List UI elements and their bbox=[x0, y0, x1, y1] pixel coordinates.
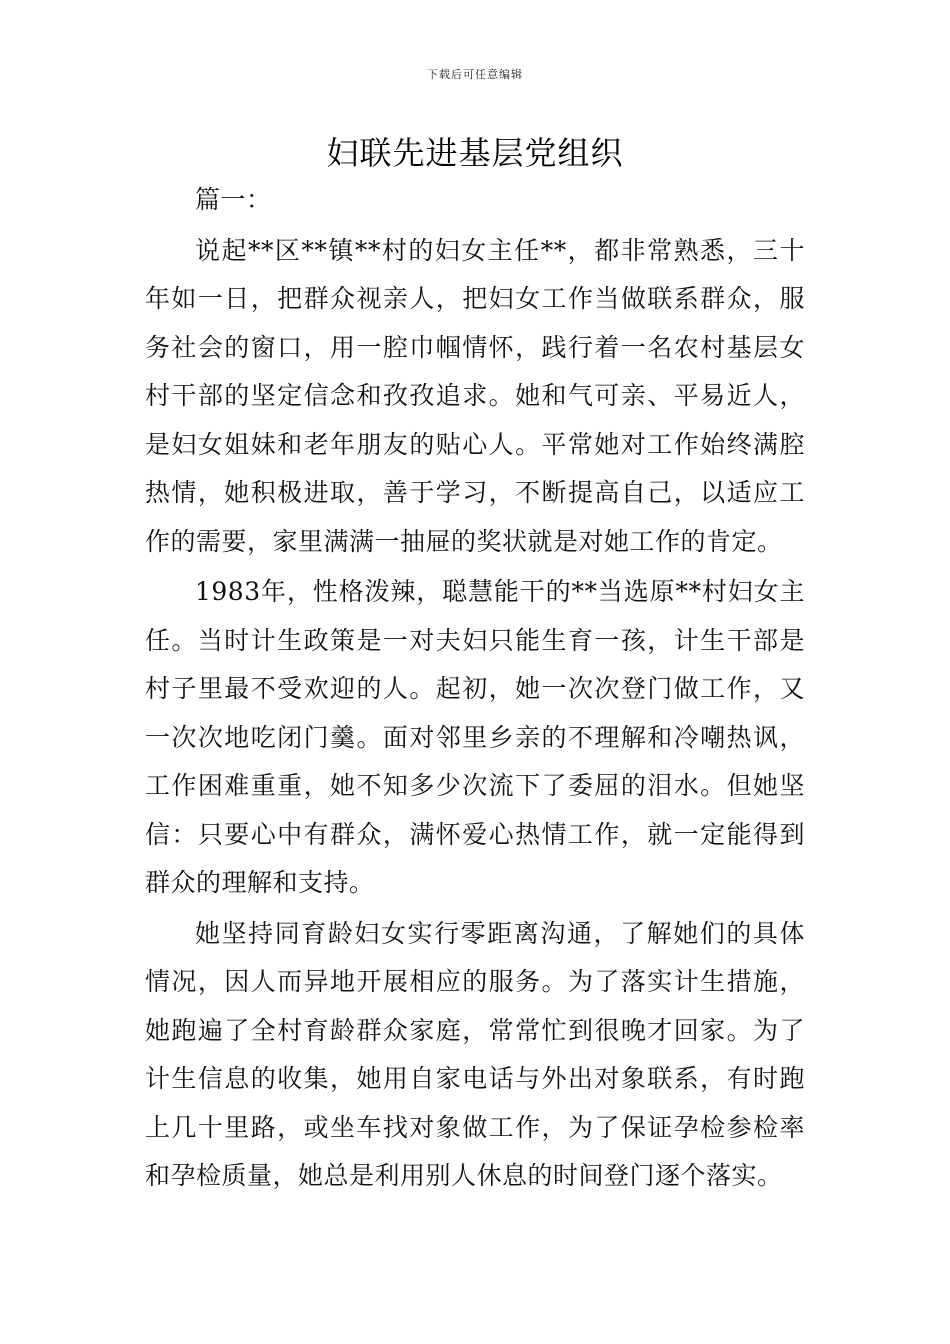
document-title: 妇联先进基层党组织 bbox=[326, 134, 624, 172]
paragraph-2: 1983年，性格泼辣，聪慧能干的**当选原**村妇女主任。当时计生政策是一对夫妇只能生育一孩，计生干部是村子里最不受欢迎的人。起初，她一次次登门做工作，又一次次地吃闭门羹。面对邻里乡亲的不理解和冷嘲热讽，工作困难重重，她不知多少次流下了委屈的泪水。但她坚信：只要心中有群众，满怀爱心热情工作，就一定能得到群众的理解和支持。 bbox=[145, 577, 805, 897]
page-header-note: 下载后可任意编辑 bbox=[427, 68, 523, 81]
paragraph-1: 说起**区**镇**村的妇女主任**，都非常熟悉，三十年如一日，把群众视亲人，把妇女工作当做联系群众，服务社会的窗口，用一腔巾帼情怀，践行着一名农村基层女村干部的坚定信念和孜孜追求。她和气可亲、平易近人，是妇女姐妹和老年朋友的贴心人。平常她对工作始终满腔热情，她积极进取，善于学习，不断提高自己，以适应工作的需要，家里满满一抽屉的奖状就是对她工作的肯定。 bbox=[145, 235, 805, 556]
section-label: 篇一： bbox=[195, 185, 272, 214]
document-body bbox=[145, 176, 805, 1203]
paragraph-3: 她坚持同育龄妇女实行零距离沟通，了解她们的具体情况，因人而异地开展相应的服务。为了落实计生措施，她跑遍了全村育龄群众家庭，常常忙到很晚才回家。为了计生信息的收集，她用自家电话与外出对象联系，有时跑上几十里路，或坐车找对象做工作，为了保证孕检参检率和孕检质量，她总是利用别人休息的时间登门逐个落实。 bbox=[145, 918, 805, 1190]
